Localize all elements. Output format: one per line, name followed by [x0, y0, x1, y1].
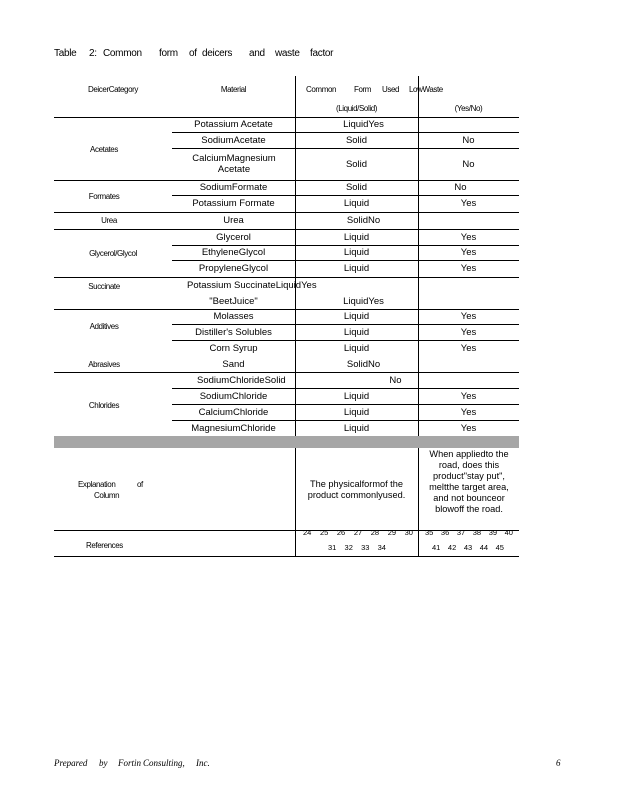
form-references-bottom — [328, 543, 386, 552]
material-cell: SodiumFormate — [199, 182, 268, 193]
waste-cell: Yes — [460, 407, 477, 418]
form-references-top — [303, 528, 413, 537]
waste-cell: Yes — [460, 343, 477, 354]
header-form-word: Used — [382, 85, 400, 94]
category-succinate: Succinate — [88, 282, 120, 291]
category-acetates: Acetates — [90, 145, 118, 154]
form-cell: LiquidYes — [343, 119, 384, 130]
header-form-word: Form — [354, 85, 372, 94]
row-divider — [172, 260, 519, 261]
caption-word: factor — [310, 48, 334, 59]
reference-number: 31 — [328, 543, 337, 552]
caption-word: Common — [103, 48, 142, 59]
row-divider — [54, 277, 519, 278]
row-divider — [172, 404, 519, 405]
waste-cell: Yes — [460, 198, 477, 209]
reference-number: 39 — [488, 528, 498, 537]
header-material: Material — [220, 85, 247, 94]
category-urea: Urea — [101, 216, 117, 225]
form-cell: Liquid — [343, 232, 370, 243]
reference-number: 40 — [504, 528, 513, 537]
waste-cell: No — [454, 182, 467, 193]
form-cell: SolidNo — [346, 359, 381, 370]
material-cell: CalciumChloride — [198, 407, 269, 418]
caption-word: waste — [275, 48, 300, 59]
row-divider — [54, 372, 519, 373]
references-label: References — [86, 541, 123, 550]
waste-cell: Yes — [460, 327, 477, 338]
form-cell: LiquidYes — [343, 296, 384, 307]
form-cell: SolidNo — [346, 215, 381, 226]
footer-word: Prepared — [54, 758, 88, 768]
waste-cell: No — [389, 375, 402, 386]
material-cell: Sand — [222, 359, 245, 370]
waste-cell: Yes — [460, 263, 477, 274]
row-divider — [54, 229, 519, 230]
material-cell: "BeetJuice" — [209, 296, 258, 307]
material-cell: Molasses — [213, 311, 254, 322]
explanation-of: of — [137, 480, 143, 489]
footer-word: by — [99, 758, 108, 768]
reference-number: 24 — [303, 528, 312, 537]
reference-number: 27 — [353, 528, 363, 537]
waste-cell: Yes — [460, 391, 477, 402]
reference-number: 32 — [344, 543, 353, 552]
form-cell: Liquid — [343, 311, 370, 322]
material-cell: Potassium Acetate — [194, 119, 273, 130]
caption-word: deicers — [202, 48, 233, 59]
row-divider — [54, 117, 519, 118]
material-cell: Potassium SuccinateLiquidYes — [187, 280, 317, 291]
reference-number: 30 — [404, 528, 413, 537]
header-form-sub: (Liquid/Solid) — [335, 104, 378, 113]
form-cell: Solid — [345, 135, 368, 146]
form-cell: Liquid — [343, 327, 370, 338]
reference-number: 38 — [472, 528, 482, 537]
material-cell: SodiumChloride — [199, 391, 268, 402]
form-cell: Liquid — [343, 343, 370, 354]
explanation-waste-text: When appliedto the road, does this product"stay put", meltthe target area, and not bounceor blowoff the road. — [429, 449, 509, 514]
waste-cell: No — [462, 159, 475, 170]
caption-number: 2: — [89, 48, 97, 59]
caption-prefix: Table — [54, 48, 77, 59]
row-divider — [172, 388, 519, 389]
page-number: 6 — [556, 758, 561, 768]
caption-word: and — [249, 48, 265, 59]
row-divider — [172, 195, 519, 196]
row-divider — [172, 340, 519, 341]
category-abrasives: Abrasives — [88, 360, 120, 369]
caption-word: form — [159, 48, 178, 59]
row-divider — [54, 212, 519, 213]
material-cell: PropyleneGlycol — [198, 263, 269, 274]
form-cell: Liquid — [343, 263, 370, 274]
header-waste-sub: (Yes/No) — [454, 104, 483, 113]
section-separator-bar — [54, 436, 519, 448]
footer-word: Inc. — [196, 758, 210, 768]
row-divider — [172, 132, 519, 133]
waste-references-top — [425, 528, 513, 537]
footer-word: Consulting, — [143, 758, 185, 768]
material-cell: Corn Syrup — [209, 343, 258, 354]
reference-number: 35 — [425, 528, 434, 537]
category-formates: Formates — [88, 192, 120, 201]
category-additives: Additives — [89, 322, 119, 331]
row-divider — [54, 309, 519, 310]
waste-references-bottom — [432, 543, 504, 552]
material-cell: SodiumChlorideSolid — [197, 375, 286, 386]
explanation-form-text: The physicalformof the product commonlyused. — [307, 479, 406, 500]
reference-number: 28 — [370, 528, 380, 537]
reference-number: 29 — [387, 528, 397, 537]
reference-number: 44 — [479, 543, 489, 552]
form-cell: Solid — [345, 159, 368, 170]
material-cell: EthyleneGlycol — [201, 247, 266, 258]
reference-number: 33 — [361, 543, 370, 552]
row-divider — [172, 420, 519, 421]
waste-cell: Yes — [460, 423, 477, 434]
form-cell: Liquid — [343, 391, 370, 402]
table-bottom-border — [54, 556, 519, 557]
waste-cell: Yes — [460, 247, 477, 258]
reference-number: 34 — [377, 543, 386, 552]
form-cell: Liquid — [343, 198, 370, 209]
header-form-word: Common — [306, 85, 337, 94]
row-divider — [172, 148, 519, 149]
material-cell: MagnesiumChloride — [191, 423, 276, 434]
waste-cell: Yes — [460, 311, 477, 322]
reference-number: 41 — [432, 543, 441, 552]
reference-number: 36 — [440, 528, 450, 537]
footer-word: Fortin — [118, 758, 142, 768]
material-cell: Urea — [223, 215, 244, 226]
form-cell: Liquid — [343, 407, 370, 418]
row-divider — [172, 324, 519, 325]
form-cell: Liquid — [343, 423, 370, 434]
material-cell: Potassium Formate — [192, 198, 275, 209]
material-cell: SodiumAcetate — [201, 135, 266, 146]
reference-number: 43 — [463, 543, 473, 552]
material-cell: Distiller's Solubles — [195, 327, 272, 338]
material-cell: Glycerol — [216, 232, 251, 243]
explanation-label: Explanation — [78, 480, 116, 489]
form-cell: Liquid — [343, 247, 370, 258]
header-category: DeicerCategory — [88, 85, 138, 94]
reference-number: 25 — [319, 528, 329, 537]
reference-number: 42 — [447, 543, 457, 552]
reference-number: 45 — [495, 543, 504, 552]
row-divider — [172, 245, 519, 246]
category-glycerol: Glycerol/Glycol — [89, 249, 137, 258]
material-cell: CalciumMagnesium Acetate — [192, 153, 276, 175]
explanation-column: Column — [94, 491, 120, 500]
waste-cell: Yes — [460, 232, 477, 243]
caption-word: of — [189, 48, 197, 59]
form-cell: Solid — [345, 182, 368, 193]
reference-number: 26 — [336, 528, 346, 537]
reference-number: 37 — [456, 528, 466, 537]
waste-cell: No — [462, 135, 475, 146]
category-chlorides: Chlorides — [88, 401, 120, 410]
header-waste-word: LowWaste — [409, 85, 443, 94]
row-divider — [54, 180, 519, 181]
